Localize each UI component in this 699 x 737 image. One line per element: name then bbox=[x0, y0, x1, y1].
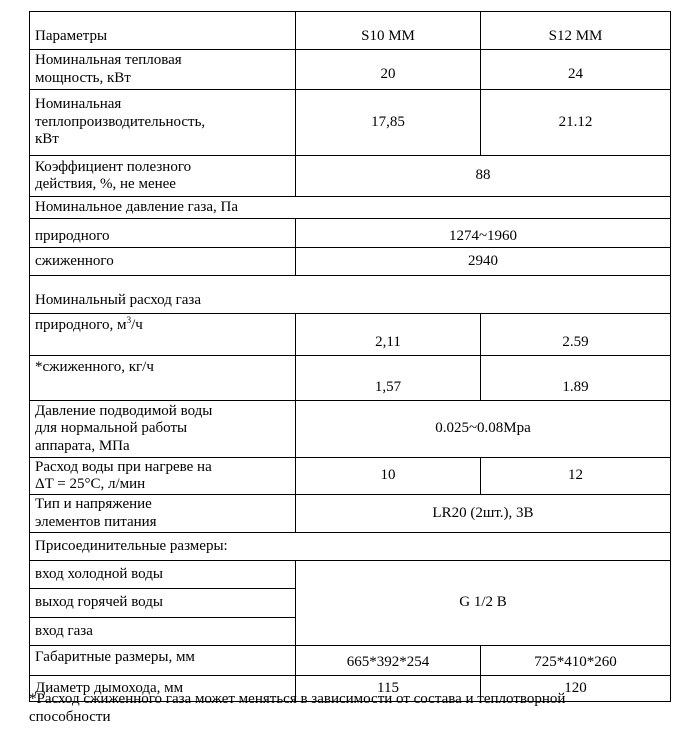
efficiency-value: 88 bbox=[296, 156, 671, 197]
row-connections bbox=[30, 533, 671, 561]
header-s12: S12 MM bbox=[481, 12, 671, 50]
heat-output-label bbox=[30, 90, 296, 156]
footnote-line-2: способности bbox=[29, 709, 111, 725]
heat-output-label-line-3: кВт bbox=[35, 131, 59, 148]
water-flow-s10: 10 bbox=[296, 458, 481, 495]
natural-pressure-value: 1274~1960 bbox=[296, 226, 671, 248]
battery-label bbox=[30, 495, 296, 533]
efficiency-label-line-2: действия, %, не менее bbox=[35, 176, 176, 192]
liquefied-flow-label: *сжиженного, кг/ч bbox=[30, 356, 296, 401]
header-row bbox=[30, 12, 671, 50]
water-pressure-label-line-2: для нормальной работы bbox=[35, 420, 188, 437]
gas-pressure-label: Номинальное давление газа, Па bbox=[30, 197, 671, 219]
header-s10: S10 MM bbox=[296, 12, 481, 50]
battery-label-line-2: элементов питания bbox=[35, 513, 157, 530]
heat-output-label-line-2: теплопроизводительность, bbox=[35, 113, 206, 130]
water-pressure-label-line-1: Давление подводимой воды bbox=[35, 402, 213, 419]
natural-flow-label bbox=[30, 314, 296, 356]
battery-value: LR20 (2шт.), 3В bbox=[296, 495, 671, 533]
liquefied-pressure-label: сжиженного bbox=[30, 248, 296, 276]
natural-flow-s12: 2.59 bbox=[481, 314, 671, 356]
row-efficiency bbox=[30, 156, 671, 197]
row-dimensions bbox=[30, 646, 671, 676]
thermal-power-s10: 20 bbox=[296, 50, 481, 90]
connections-value: G 1/2 B bbox=[296, 561, 671, 646]
row-water-flow bbox=[30, 458, 671, 495]
flue-s12: 120 bbox=[481, 676, 671, 702]
row-heat-output bbox=[30, 90, 671, 156]
dimensions-s12: 725*410*260 bbox=[481, 646, 671, 676]
water-pressure-label-line-3: аппарата, МПа bbox=[35, 437, 130, 454]
row-liquefied-pressure bbox=[30, 248, 671, 276]
hot-water-label: выход горячей воды bbox=[30, 589, 296, 618]
row-gas-flow bbox=[30, 276, 671, 314]
dimensions-label: Габаритные размеры, мм bbox=[30, 646, 296, 676]
gas-inlet-label: вход газа bbox=[30, 618, 296, 646]
water-pressure-value: 0.025~0.08Mpa bbox=[296, 401, 671, 458]
row-cold-water bbox=[30, 561, 671, 589]
flue-s10: 115 bbox=[296, 676, 481, 702]
row-liquefied-flow bbox=[30, 356, 671, 401]
liquefied-flow-s10: 1,57 bbox=[296, 356, 481, 401]
heat-output-s12: 21.12 bbox=[481, 90, 671, 156]
water-flow-s12: 12 bbox=[481, 458, 671, 495]
heat-output-label-line-1: Номинальная bbox=[35, 96, 122, 113]
dimensions-s10: 665*392*254 bbox=[296, 646, 481, 676]
specifications-table bbox=[29, 11, 671, 702]
natural-flow-label-sup: 3 bbox=[126, 315, 132, 325]
natural-flow-label-unit: /ч bbox=[131, 317, 143, 333]
water-flow-label-line-2: ΔT = 25°C, л/мин bbox=[35, 476, 146, 492]
spacer-row bbox=[30, 219, 671, 226]
water-flow-label-line-1: Расход воды при нагреве на bbox=[35, 458, 212, 475]
row-thermal-power bbox=[30, 50, 671, 90]
thermal-power-s12: 24 bbox=[481, 50, 671, 90]
row-natural-pressure bbox=[30, 226, 671, 248]
thermal-power-label-line-2: мощность, кВт bbox=[35, 69, 131, 86]
thermal-power-label-line-1: Номинальная тепловая bbox=[35, 52, 182, 68]
efficiency-label bbox=[30, 156, 296, 197]
row-gas-pressure bbox=[30, 197, 671, 219]
heat-output-s10: 17,85 bbox=[296, 90, 481, 156]
liquefied-flow-s12: 1.89 bbox=[481, 356, 671, 401]
water-pressure-label bbox=[30, 401, 296, 458]
gas-flow-label: Номинальный расход газа bbox=[30, 276, 671, 314]
thermal-power-label bbox=[30, 50, 296, 90]
footnote-line-1: *Расход сжиженного газа может меняться в зависимости от состава и теплотворной bbox=[29, 691, 566, 707]
row-water-pressure bbox=[30, 401, 671, 458]
battery-label-line-1: Тип и напряжение bbox=[35, 496, 152, 512]
natural-pressure-label: природного bbox=[30, 226, 296, 248]
footnote bbox=[29, 690, 670, 726]
natural-flow-label-text: природного, м bbox=[35, 317, 127, 333]
liquefied-pressure-value: 2940 bbox=[296, 248, 671, 276]
water-flow-label bbox=[30, 458, 296, 495]
flue-label: Диаметр дымохода, мм bbox=[30, 676, 296, 702]
connections-label: Присоединительные размеры: bbox=[30, 533, 671, 561]
header-parameters: Параметры bbox=[30, 12, 296, 50]
cold-water-label: вход холодной воды bbox=[30, 561, 296, 589]
efficiency-label-line-1: Коэффициент полезного bbox=[35, 158, 192, 175]
row-natural-flow bbox=[30, 314, 671, 356]
row-battery bbox=[30, 495, 671, 533]
natural-flow-s10: 2,11 bbox=[296, 314, 481, 356]
